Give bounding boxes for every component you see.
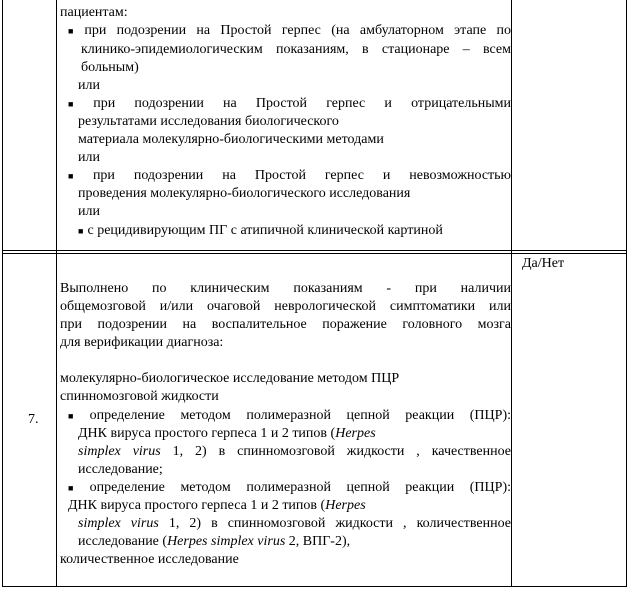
row2-bullet-1-line-4: исследование; [78,462,163,477]
row2-bullet-2-line-3: simplex virus 1, 2) в спинномозговой жидкости , количественное [78,516,512,531]
bullet-icon: ■ [68,483,74,493]
column-divider-1 [56,0,57,587]
bullet-icon: ■ [78,226,84,236]
row-divider [2,250,627,251]
row2-bullet-1-line-3: simplex virus 1, 2) в спинномозговой жидкости , качественное [78,444,512,459]
row1-bullet-1-line-1: ■ при подозрении на Простой герпес (на амбулаторном этапе по [68,23,511,38]
row1-bullet-2-line-2: результатами исследования биологического [78,114,339,129]
row1-bullet-2-line-1: ■ при подозрении на Простой герпес и отрицательными [68,96,512,111]
answer-cell: Да/Нет [522,256,565,271]
row2-bullet-2-line-4: исследование (Herpes simplex virus 2, ВПГ-2), [78,534,351,549]
row1-or-1: или [78,78,100,93]
row1-bullet-3-line-2: проведения молекулярно-биологического исследования [78,186,411,201]
row1-bullet-4: ■ с рецидивирующим ПГ с атипичной клинической картиной [78,223,443,238]
bullet-icon: ■ [68,99,74,109]
row2-bullet-2-line-5: количественное исследование [60,552,239,567]
row2-bullet-1-line-2: ДНК вируса простого герпеса 1 и 2 типов (Herpes [78,426,376,441]
row2-bullet-2-line-2: ДНК вируса простого герпеса 1 и 2 типов (Herpes [68,498,366,513]
row2-bullet-1-line-1: ■ определение методом полимеразной цепной реакции (ПЦР): [68,408,511,423]
table-border-bottom [2,586,627,587]
row1-bullet-1-line-3: больным) [81,60,139,75]
row1-or-3: или [78,204,100,219]
table-border-left [2,0,3,587]
table-border-right [626,0,627,587]
row1-bullet-1-line-2: клинико-эпидемиологическим показаниям, в стационаре – всем [81,42,511,57]
row1-or-2: или [78,150,100,165]
row2-p1-line-2: общемозговой и/или очаговой неврологической симптоматики или [60,299,511,314]
row2-p1-line-1: Выполнено по клиническим показаниям - при наличии [60,281,511,296]
row2-p1-line-4: для верификации диагноза: [60,335,224,350]
row-divider-second [2,253,627,254]
row2-p2-line-2: спинномозговой жидкости [60,389,219,404]
bullet-icon: ■ [68,26,74,36]
bullet-icon: ■ [68,171,74,181]
bullet-icon: ■ [68,411,74,421]
row2-p2-line-1: молекулярно-биологическое исследование методом ПЦР [60,371,400,386]
row1-bullet-3-line-1: ■ при подозрении на Простой герпес и невозможностью [68,168,512,183]
row2-p1-line-3: при подозрении на воспалительное поражение головного мозга [60,317,511,332]
row1-line-1: пациентам: [60,5,128,20]
row2-bullet-2-line-1: ■ определение методом полимеразной цепной реакции (ПЦР): [68,480,511,495]
row1-bullet-2-line-3: материала молекулярно-биологическими методами [78,132,384,147]
row-number: 7. [28,412,39,427]
